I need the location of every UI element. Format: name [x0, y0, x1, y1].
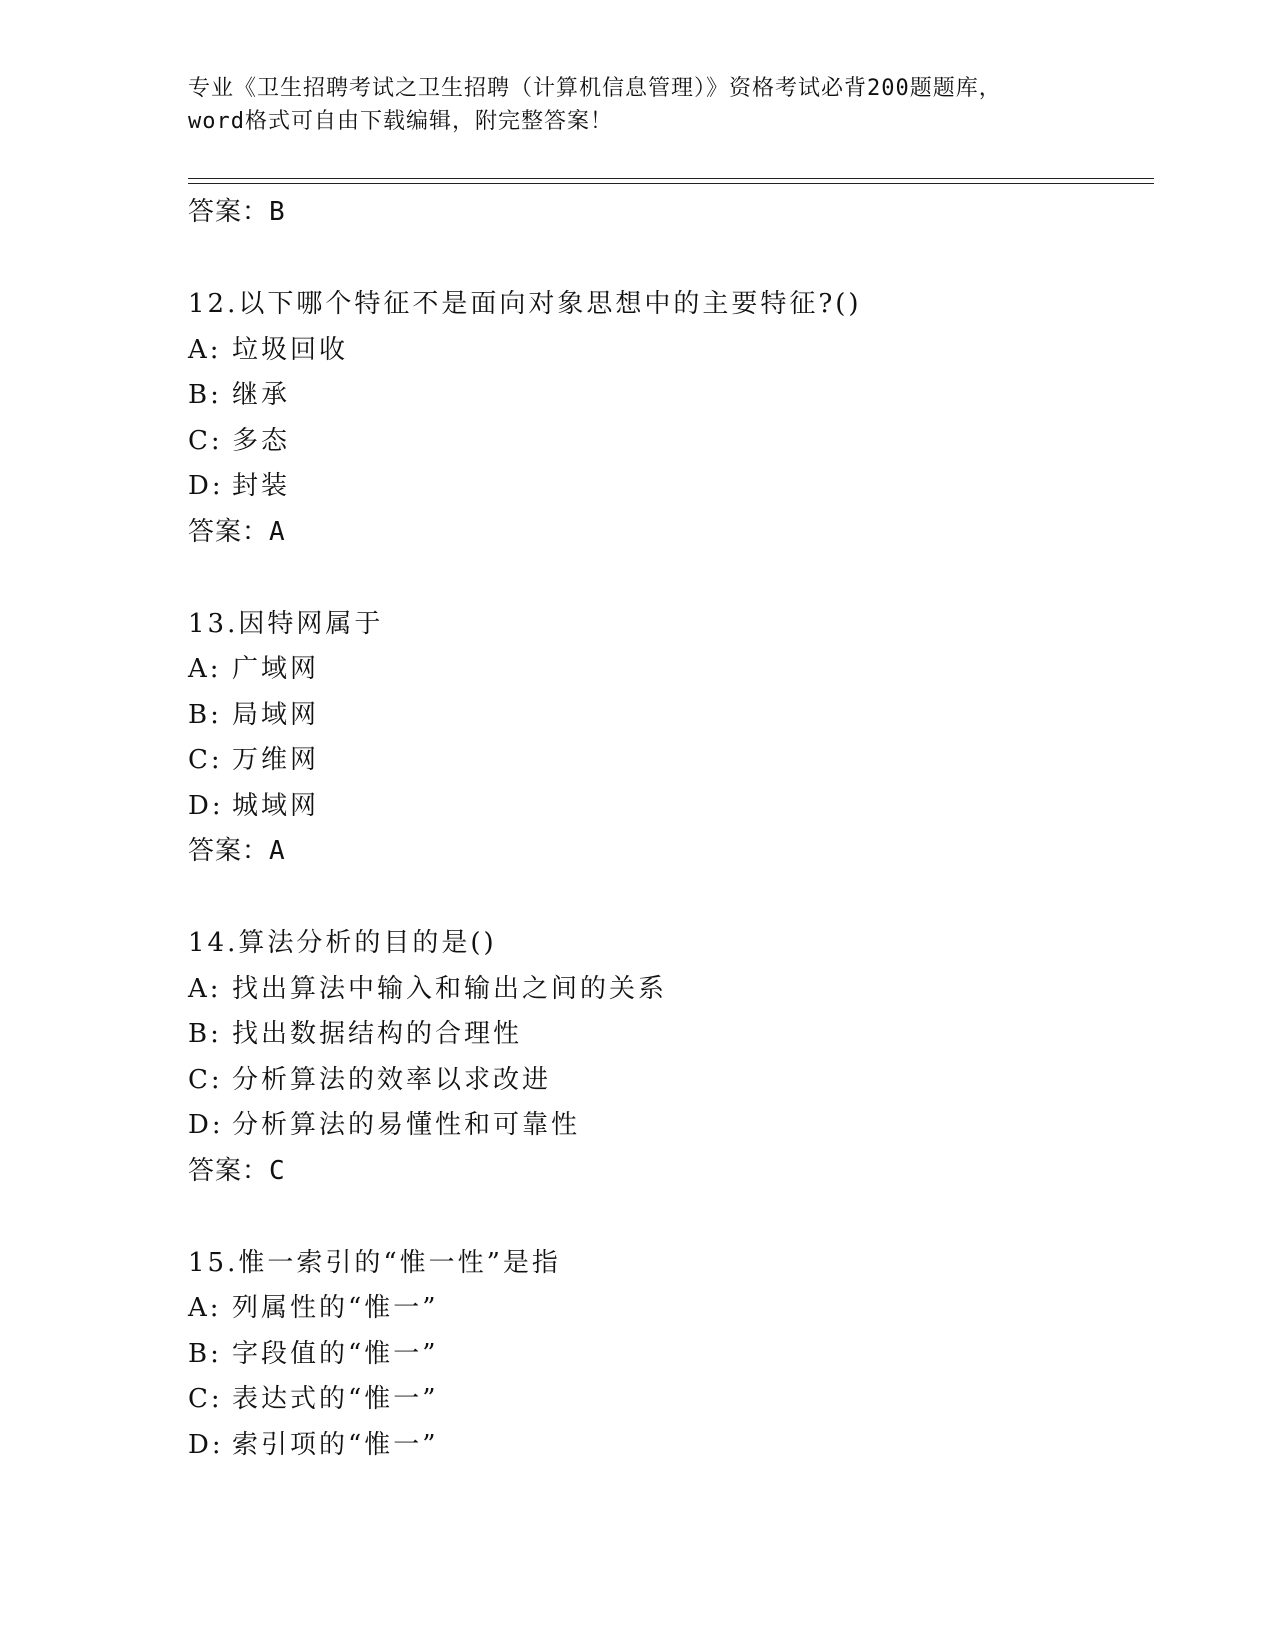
option-d	[188, 1103, 1148, 1149]
question-answer: 答案：C	[188, 1155, 286, 1186]
question-stem: 15.惟一索引的“惟一性”是指	[188, 1247, 561, 1278]
option-text: 找出数据结构的合理性	[232, 1019, 523, 1049]
document-header	[188, 72, 1088, 138]
option-d	[188, 1423, 1148, 1469]
question-answer: 答案：A	[188, 516, 286, 547]
option-b	[188, 1332, 1148, 1378]
option-letter: B:	[188, 1338, 222, 1369]
option-d	[188, 464, 1148, 510]
header-divider-top	[188, 178, 1154, 179]
option-text: 表达式的“惟一”	[232, 1384, 439, 1414]
spacer	[188, 235, 1148, 282]
option-a	[188, 1286, 1148, 1332]
spacer	[188, 555, 1148, 602]
option-text: 多态	[232, 425, 291, 456]
option-a	[188, 647, 1148, 693]
question-list	[188, 190, 1148, 1468]
option-text: 垃圾回收	[232, 334, 349, 365]
option-letter: D:	[188, 790, 224, 821]
header-divider-bottom	[188, 183, 1154, 184]
option-text: 城域网	[232, 790, 320, 821]
option-b	[188, 1012, 1148, 1058]
question-block	[188, 282, 1148, 555]
option-c	[188, 1058, 1148, 1104]
option-letter: A:	[188, 654, 222, 684]
option-letter: C:	[188, 1064, 223, 1095]
option-text: 封装	[232, 471, 291, 501]
option-text: 分析算法的易懂性和可靠性	[232, 1110, 581, 1140]
option-letter: D:	[188, 1110, 224, 1140]
option-letter: B:	[188, 699, 222, 730]
option-letter: B:	[188, 1019, 222, 1049]
option-letter: C:	[188, 425, 223, 456]
option-text: 分析算法的效率以求改进	[232, 1064, 552, 1095]
option-letter: A:	[188, 334, 222, 365]
question-stem: 14.算法分析的目的是()	[188, 928, 497, 958]
option-c	[188, 738, 1148, 784]
question-answer: 答案：A	[188, 836, 286, 866]
question-block	[188, 1241, 1148, 1469]
option-b	[188, 373, 1148, 419]
previous-answer: 答案：B	[188, 197, 286, 227]
option-text: 找出算法中输入和输出之间的关系	[232, 973, 668, 1004]
question-stem: 12.以下哪个特征不是面向对象思想中的主要特征?()	[188, 289, 862, 319]
option-text: 索引项的“惟一”	[232, 1429, 439, 1460]
option-a	[188, 967, 1148, 1013]
option-d	[188, 784, 1148, 830]
option-letter: A:	[188, 973, 222, 1004]
option-a	[188, 328, 1148, 374]
option-b	[188, 693, 1148, 739]
spacer	[188, 1194, 1148, 1241]
option-letter: A:	[188, 1293, 222, 1323]
option-letter: C:	[188, 745, 223, 775]
option-text: 继承	[232, 380, 291, 410]
option-letter: C:	[188, 1384, 223, 1414]
option-c	[188, 1377, 1148, 1423]
question-block	[188, 921, 1148, 1194]
option-letter: D:	[188, 471, 224, 501]
header-title-line-2: word格式可自由下载编辑，附完整答案！	[188, 109, 613, 134]
option-text: 广域网	[232, 654, 320, 684]
option-text: 万维网	[232, 745, 320, 775]
question-stem: 13.因特网属于	[188, 608, 384, 639]
option-text: 字段值的“惟一”	[232, 1338, 439, 1369]
question-block	[188, 602, 1148, 875]
option-letter: D:	[188, 1429, 224, 1460]
option-c	[188, 419, 1148, 465]
header-title-line-1: 专业《卫生招聘考试之卫生招聘（计算机信息管理）》资格考试必背200题题库，	[188, 76, 1002, 101]
spacer	[188, 874, 1148, 921]
option-text: 列属性的“惟一”	[232, 1293, 439, 1323]
option-text: 局域网	[232, 699, 320, 730]
option-letter: B:	[188, 380, 222, 410]
